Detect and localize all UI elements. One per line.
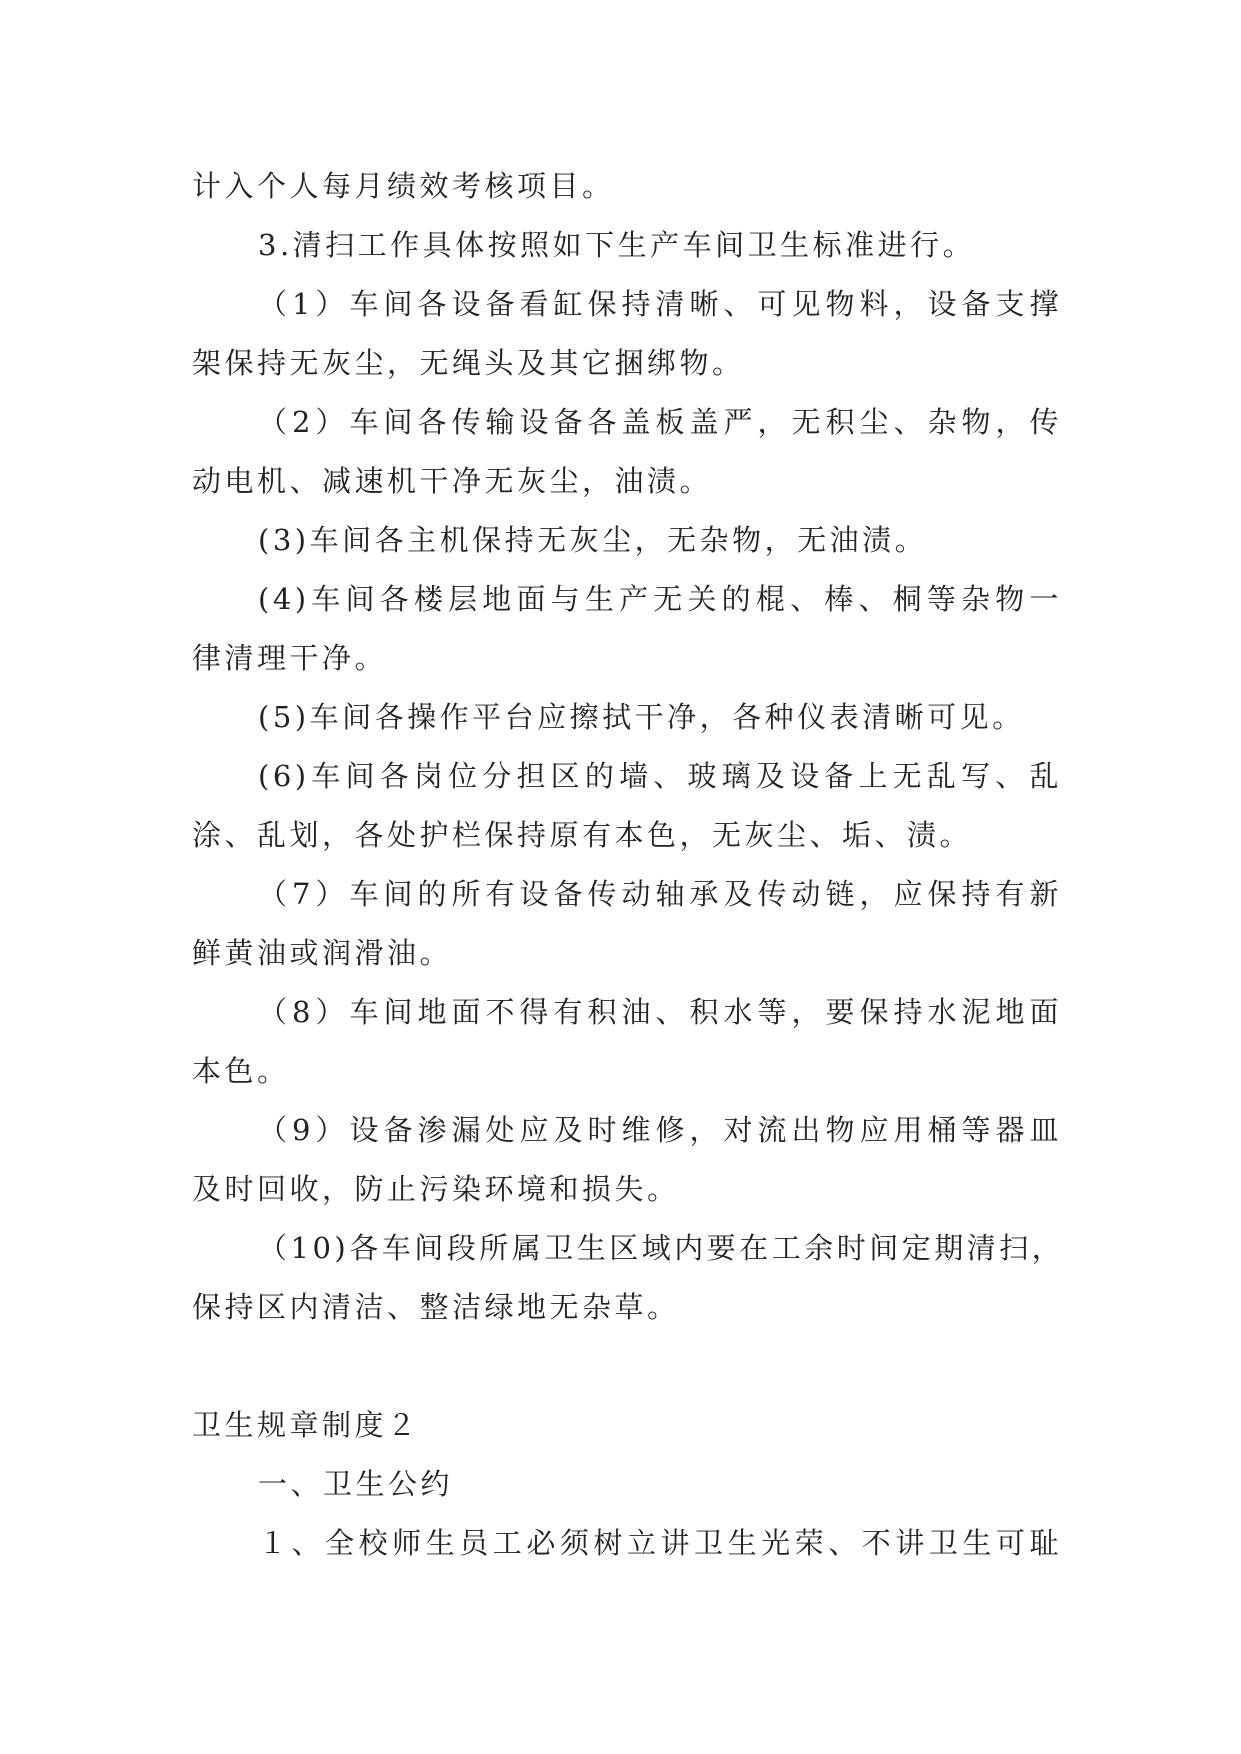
section-title: 卫生规章制度２ <box>192 1408 420 1442</box>
paragraph-line: (3)车间各主机保持无灰尘，无杂物，无油渍。 <box>258 523 928 557</box>
paragraph-line: 律清理干净。 <box>192 641 388 675</box>
item-4 <box>192 570 1062 688</box>
item-7 <box>192 865 1062 983</box>
item-3 <box>192 511 1062 570</box>
paragraph-line: 涂、乱划，各处护栏保持原有本色，无灰尘、垢、渍。 <box>192 818 973 852</box>
item-2 <box>192 393 1062 511</box>
paragraph-line: （8）车间地面不得有积油、积水等，要保持水泥地面 <box>258 995 1062 1029</box>
paragraph-line: (5)车间各操作平台应擦拭干净，各种仪表清晰可见。 <box>258 700 1025 734</box>
paragraph-line: 及时回收，防止污染环境和损失。 <box>192 1172 680 1206</box>
document-body <box>192 157 1065 1573</box>
convention-item-1 <box>192 1514 1062 1573</box>
paragraph-line: 架保持无灰尘，无绳头及其它捆绑物。 <box>192 346 745 380</box>
paragraph-line: (6)车间各岗位分担区的墙、玻璃及设备上无乱写、乱 <box>258 759 1062 793</box>
paragraph-continuation <box>192 157 1062 216</box>
item-8 <box>192 983 1062 1101</box>
paragraph-line: （9）设备渗漏处应及时维修，对流出物应用桶等器皿 <box>258 1113 1062 1147</box>
paragraph-line: （10)各车间段所属卫生区域内要在工余时间定期清扫， <box>258 1231 1065 1265</box>
item-9 <box>192 1101 1062 1219</box>
blank-line <box>192 1337 1062 1396</box>
paragraph-line: 本色。 <box>192 1054 290 1088</box>
section-heading: 一、卫生公约 <box>258 1467 454 1501</box>
paragraph-line: 动电机、减速机干净无灰尘，油渍。 <box>192 464 713 498</box>
paragraph-line: 保持区内清洁、整洁绿地无杂草。 <box>192 1290 680 1324</box>
item-10 <box>192 1219 1065 1337</box>
paragraph-line: １、全校师生员工必须树立讲卫生光荣、不讲卫生可耻 <box>258 1526 1062 1560</box>
paragraph-line: （1）车间各设备看缸保持清晰、可见物料，设备支撑 <box>258 287 1062 321</box>
item-1 <box>192 275 1062 393</box>
paragraph-line: （7）车间的所有设备传动轴承及传动链，应保持有新 <box>258 877 1062 911</box>
item-5 <box>192 688 1062 747</box>
paragraph-line: （2）车间各传输设备各盖板盖严，无积尘、杂物，传 <box>258 405 1062 439</box>
paragraph-line: 3.清扫工作具体按照如下生产车间卫生标准进行。 <box>258 228 976 262</box>
clause-3 <box>192 216 1062 275</box>
paragraph-line: 计入个人每月绩效考核项目。 <box>192 169 615 203</box>
paragraph-line: 鲜黄油或润滑油。 <box>192 936 453 970</box>
paragraph-line: (4)车间各楼层地面与生产无关的棍、棒、桐等杂物一 <box>258 582 1062 616</box>
item-6 <box>192 747 1062 865</box>
